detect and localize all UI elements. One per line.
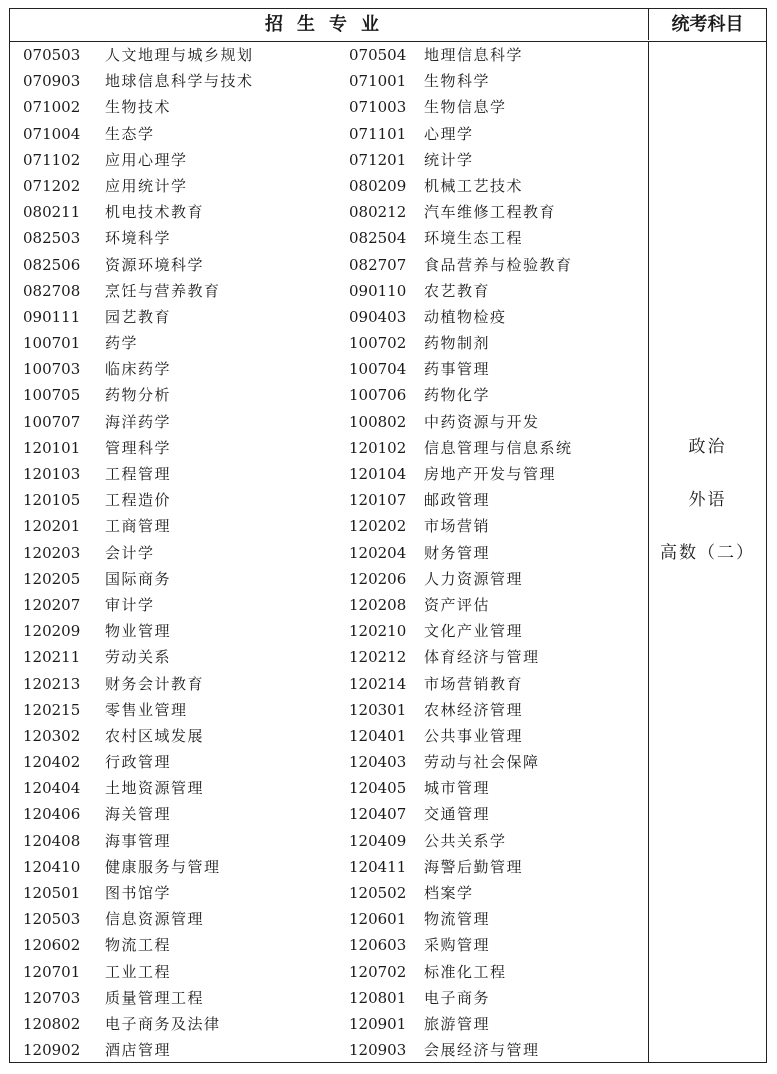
major-code: 120603 bbox=[349, 936, 407, 955]
major-name: 房地产开发与管理 bbox=[424, 465, 557, 483]
table-row bbox=[10, 697, 648, 723]
major-name: 生态学 bbox=[105, 124, 155, 143]
major-name: 物流工程 bbox=[105, 936, 172, 955]
major-name: 档案学 bbox=[424, 884, 474, 902]
major-name: 地理信息科学 bbox=[424, 46, 524, 64]
major-name: 会展经济与管理 bbox=[424, 1041, 540, 1060]
major-name: 药物化学 bbox=[424, 386, 491, 405]
major-name: 海事管理 bbox=[105, 831, 172, 850]
table-row bbox=[10, 932, 648, 958]
major-name: 物流管理 bbox=[424, 910, 491, 929]
table-row bbox=[10, 592, 648, 618]
table-row bbox=[10, 68, 648, 94]
major-name: 人文地理与城乡规划 bbox=[105, 46, 254, 64]
major-code: 082504 bbox=[349, 229, 407, 248]
major-code: 120203 bbox=[23, 543, 81, 562]
exam-column-header: 统考科目 bbox=[648, 9, 766, 40]
table-header bbox=[10, 9, 766, 42]
table-row bbox=[10, 409, 648, 435]
major-name: 健康服务与管理 bbox=[105, 857, 221, 876]
major-name: 资产评估 bbox=[424, 595, 491, 614]
major-name: 生物信息学 bbox=[424, 98, 507, 117]
major-name: 电子商务及法律 bbox=[105, 1014, 221, 1033]
major-name: 劳动关系 bbox=[105, 648, 172, 667]
major-code: 120903 bbox=[349, 1041, 407, 1060]
major-code: 071001 bbox=[349, 72, 407, 91]
major-code: 120202 bbox=[349, 517, 407, 536]
table-row bbox=[10, 199, 648, 225]
major-code: 120215 bbox=[23, 700, 81, 719]
major-name: 应用心理学 bbox=[105, 150, 188, 169]
major-name: 图书馆学 bbox=[105, 884, 172, 902]
table-row bbox=[10, 94, 648, 120]
major-name: 财务会计教育 bbox=[105, 674, 205, 693]
table-row bbox=[10, 749, 648, 775]
major-name: 食品营养与检验教育 bbox=[424, 255, 573, 274]
exam-subjects bbox=[649, 429, 766, 588]
major-code: 120101 bbox=[23, 438, 81, 457]
major-code: 120207 bbox=[23, 595, 81, 614]
table-row bbox=[10, 147, 648, 173]
major-name: 工业工程 bbox=[105, 962, 172, 981]
major-code: 120302 bbox=[23, 726, 81, 745]
major-code: 120206 bbox=[349, 569, 407, 588]
major-name: 生物科学 bbox=[424, 72, 491, 91]
major-name: 电子商务 bbox=[424, 988, 491, 1007]
major-code: 120902 bbox=[23, 1041, 81, 1060]
table-row bbox=[10, 173, 648, 199]
major-code: 120409 bbox=[349, 831, 407, 850]
major-code: 070503 bbox=[23, 46, 81, 64]
major-name: 行政管理 bbox=[105, 753, 172, 772]
major-code: 100706 bbox=[349, 386, 407, 405]
table-row bbox=[10, 801, 648, 827]
major-name: 农村区域发展 bbox=[105, 726, 205, 745]
major-code: 071003 bbox=[349, 98, 407, 117]
major-code: 100802 bbox=[349, 412, 407, 431]
table-row bbox=[10, 906, 648, 932]
major-code: 120103 bbox=[23, 465, 81, 483]
major-name: 海警后勤管理 bbox=[424, 857, 524, 876]
major-code: 070504 bbox=[349, 46, 407, 64]
table-row bbox=[10, 985, 648, 1011]
major-name: 汽车维修工程教育 bbox=[424, 203, 557, 222]
major-name: 工商管理 bbox=[105, 517, 172, 536]
major-name: 国际商务 bbox=[105, 569, 172, 588]
major-name: 公共事业管理 bbox=[424, 726, 524, 745]
major-code: 070903 bbox=[23, 72, 81, 91]
major-code: 120408 bbox=[23, 831, 81, 850]
major-code: 090111 bbox=[23, 307, 81, 326]
major-name: 劳动与社会保障 bbox=[424, 753, 540, 772]
major-code: 100707 bbox=[23, 412, 81, 431]
major-name: 工程管理 bbox=[105, 465, 172, 483]
table-row bbox=[10, 618, 648, 644]
table-row bbox=[10, 252, 648, 278]
major-code: 120602 bbox=[23, 936, 81, 955]
table-row bbox=[10, 121, 648, 147]
table-row bbox=[10, 42, 648, 68]
major-name: 信息管理与信息系统 bbox=[424, 438, 573, 457]
major-code: 100704 bbox=[349, 360, 407, 379]
table-row bbox=[10, 1037, 648, 1063]
table-row bbox=[10, 671, 648, 697]
major-code: 071202 bbox=[23, 176, 81, 195]
major-name: 体育经济与管理 bbox=[424, 648, 540, 667]
major-code: 120105 bbox=[23, 491, 81, 510]
major-name: 标准化工程 bbox=[424, 962, 507, 981]
major-code: 120407 bbox=[349, 805, 407, 824]
major-name: 海洋药学 bbox=[105, 412, 172, 431]
major-code: 082506 bbox=[23, 255, 81, 274]
major-name: 土地资源管理 bbox=[105, 779, 205, 798]
major-code: 120210 bbox=[349, 622, 407, 641]
major-code: 080211 bbox=[23, 203, 81, 222]
table-row bbox=[10, 461, 648, 487]
major-code: 120402 bbox=[23, 753, 81, 772]
major-code: 120212 bbox=[349, 648, 407, 667]
major-code: 082707 bbox=[349, 255, 407, 274]
major-name: 管理科学 bbox=[105, 438, 172, 457]
major-column-header: 招生专业 bbox=[265, 14, 393, 35]
major-code: 120209 bbox=[23, 622, 81, 641]
major-name: 质量管理工程 bbox=[105, 988, 205, 1007]
major-name: 环境科学 bbox=[105, 229, 172, 248]
major-code: 120702 bbox=[349, 962, 407, 981]
major-code: 120501 bbox=[23, 884, 81, 902]
major-name: 应用统计学 bbox=[105, 176, 188, 195]
major-code: 120102 bbox=[349, 438, 407, 457]
major-name: 机械工艺技术 bbox=[424, 176, 524, 195]
major-code: 120208 bbox=[349, 595, 407, 614]
major-code: 090403 bbox=[349, 307, 407, 326]
major-code: 120107 bbox=[349, 491, 407, 510]
major-code: 120406 bbox=[23, 805, 81, 824]
major-name: 生物技术 bbox=[105, 98, 172, 117]
major-code: 071004 bbox=[23, 124, 81, 143]
major-code: 120701 bbox=[23, 962, 81, 981]
major-name: 信息资源管理 bbox=[105, 910, 205, 929]
table-row bbox=[10, 435, 648, 461]
major-code: 120601 bbox=[349, 910, 407, 929]
table-row bbox=[10, 566, 648, 592]
major-code: 071102 bbox=[23, 150, 81, 169]
major-name: 动植物检疫 bbox=[424, 307, 507, 326]
major-code: 120205 bbox=[23, 569, 81, 588]
major-code: 100705 bbox=[23, 386, 81, 405]
major-code: 120901 bbox=[349, 1014, 407, 1033]
major-name: 采购管理 bbox=[424, 936, 491, 955]
exam-subject: 政治 bbox=[688, 437, 727, 457]
table-row bbox=[10, 854, 648, 880]
major-name: 审计学 bbox=[105, 595, 155, 614]
major-name: 环境生态工程 bbox=[424, 229, 524, 248]
major-code: 120410 bbox=[23, 857, 81, 876]
major-name: 会计学 bbox=[105, 543, 155, 562]
exam-subject: 高数（二） bbox=[660, 543, 755, 563]
major-name: 机电技术教育 bbox=[105, 203, 205, 222]
major-code: 120703 bbox=[23, 988, 81, 1007]
major-code: 120301 bbox=[349, 700, 407, 719]
major-code: 120411 bbox=[349, 857, 407, 876]
major-code: 120404 bbox=[23, 779, 81, 798]
major-name: 人力资源管理 bbox=[424, 569, 524, 588]
major-name: 资源环境科学 bbox=[105, 255, 205, 274]
major-name: 烹饪与营养教育 bbox=[105, 281, 221, 300]
major-name: 药物分析 bbox=[105, 386, 172, 405]
major-name: 海关管理 bbox=[105, 805, 172, 824]
major-code: 120214 bbox=[349, 674, 407, 693]
major-code: 120405 bbox=[349, 779, 407, 798]
major-name: 心理学 bbox=[424, 124, 474, 143]
major-code: 080212 bbox=[349, 203, 407, 222]
major-code: 071101 bbox=[349, 124, 407, 143]
table-row bbox=[10, 723, 648, 749]
major-name: 农林经济管理 bbox=[424, 700, 524, 719]
major-code: 090110 bbox=[349, 281, 407, 300]
major-name: 酒店管理 bbox=[105, 1041, 172, 1060]
table-row bbox=[10, 330, 648, 356]
major-code: 120801 bbox=[349, 988, 407, 1007]
table-row bbox=[10, 775, 648, 801]
major-code: 100702 bbox=[349, 334, 407, 353]
majors-list bbox=[10, 42, 648, 1063]
major-name: 市场营销教育 bbox=[424, 674, 524, 693]
major-code: 120211 bbox=[23, 648, 81, 667]
major-code: 120201 bbox=[23, 517, 81, 536]
major-name: 工程造价 bbox=[105, 491, 172, 510]
table-row bbox=[10, 225, 648, 251]
major-name: 园艺教育 bbox=[105, 307, 172, 326]
major-code: 120503 bbox=[23, 910, 81, 929]
major-code: 100703 bbox=[23, 360, 81, 379]
major-name: 药物制剂 bbox=[424, 334, 491, 353]
major-name: 地球信息科学与技术 bbox=[105, 72, 254, 91]
major-code: 120204 bbox=[349, 543, 407, 562]
major-name: 临床药学 bbox=[105, 360, 172, 379]
major-code: 080209 bbox=[349, 176, 407, 195]
major-name: 城市管理 bbox=[424, 779, 491, 798]
major-name: 文化产业管理 bbox=[424, 622, 524, 641]
major-code: 120403 bbox=[349, 753, 407, 772]
major-name: 市场营销 bbox=[424, 517, 491, 536]
major-name: 财务管理 bbox=[424, 543, 491, 562]
table-row bbox=[10, 828, 648, 854]
table-row bbox=[10, 356, 648, 382]
major-code: 100701 bbox=[23, 334, 81, 353]
table-row bbox=[10, 278, 648, 304]
major-name: 中药资源与开发 bbox=[424, 412, 540, 431]
major-name: 交通管理 bbox=[424, 805, 491, 824]
major-name: 药学 bbox=[105, 334, 139, 353]
table-row bbox=[10, 959, 648, 985]
major-code: 120502 bbox=[349, 884, 407, 902]
major-name: 旅游管理 bbox=[424, 1014, 491, 1033]
table-row bbox=[10, 382, 648, 408]
major-code: 082503 bbox=[23, 229, 81, 248]
major-name: 邮政管理 bbox=[424, 491, 491, 510]
major-name: 物业管理 bbox=[105, 622, 172, 641]
exam-subject: 外语 bbox=[688, 490, 727, 510]
table-row bbox=[10, 304, 648, 330]
major-code: 071002 bbox=[23, 98, 81, 117]
major-name: 公共关系学 bbox=[424, 831, 507, 850]
major-code: 120104 bbox=[349, 465, 407, 483]
table-row bbox=[10, 644, 648, 670]
major-name: 农艺教育 bbox=[424, 281, 491, 300]
table-row bbox=[10, 540, 648, 566]
table-row bbox=[10, 880, 648, 906]
table-row bbox=[10, 487, 648, 513]
major-name: 药事管理 bbox=[424, 360, 491, 379]
major-code: 082708 bbox=[23, 281, 81, 300]
major-name: 零售业管理 bbox=[105, 700, 188, 719]
major-code: 120802 bbox=[23, 1014, 81, 1033]
table-row bbox=[10, 513, 648, 539]
major-code: 071201 bbox=[349, 150, 407, 169]
major-name: 统计学 bbox=[424, 150, 474, 169]
majors-table bbox=[9, 8, 767, 1063]
major-code: 120401 bbox=[349, 726, 407, 745]
table-row bbox=[10, 1011, 648, 1037]
major-code: 120213 bbox=[23, 674, 81, 693]
